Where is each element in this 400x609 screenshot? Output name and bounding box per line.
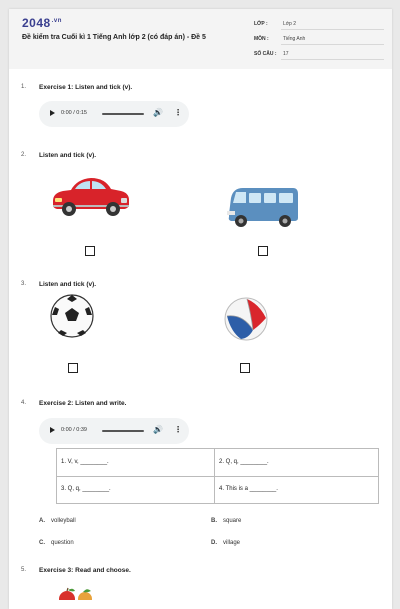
tick-checkbox[interactable]: [68, 363, 78, 373]
audio-player[interactable]: [39, 101, 189, 127]
question-number: 3.: [21, 281, 27, 287]
audio-player[interactable]: [39, 418, 189, 444]
soccer-ball-image: [49, 293, 95, 339]
more-vert-icon[interactable]: ⋮: [174, 108, 182, 117]
answer-option[interactable]: C. question: [39, 540, 74, 546]
fruit-image: [57, 587, 97, 600]
meta-question-count: SỐ CÂU : 17: [254, 49, 384, 59]
table-cell: 2. Q, q, ________.: [219, 459, 269, 465]
meta-subject: MÔN : Tiếng Anh: [254, 34, 384, 44]
tick-checkbox[interactable]: [85, 246, 95, 256]
play-icon[interactable]: [50, 110, 55, 116]
table-cell: 3. Q, q, ________.: [61, 486, 111, 492]
document-title: Đề kiểm tra Cuối kì 1 Tiếng Anh lớp 2 (có đáp án) - Đề 5: [22, 34, 206, 41]
meta-grade: LỚP : Lớp 2: [254, 19, 384, 29]
question-title: Exercise 2: Listen and write.: [39, 400, 127, 407]
site-logo[interactable]: $2048^{.vn}$: [22, 16, 62, 30]
blue-van-image: [225, 184, 301, 230]
worksheet-header: [9, 9, 392, 69]
question-title: Exercise 3: Read and choose.: [39, 567, 131, 574]
audio-time: 0:00 / 0:39: [61, 427, 87, 433]
tick-checkbox[interactable]: [240, 363, 250, 373]
table-cell: 1. V, v, ________.: [61, 459, 109, 465]
audio-progress-track[interactable]: [102, 430, 144, 432]
volume-icon[interactable]: 🔊: [153, 425, 163, 434]
more-vert-icon[interactable]: ⋮: [174, 425, 182, 434]
answer-option[interactable]: B. square: [211, 518, 242, 524]
audio-progress-track[interactable]: [102, 113, 144, 115]
question-title: Listen and tick (v).: [39, 152, 97, 159]
answer-option[interactable]: D. village: [211, 540, 241, 546]
question-number: 4.: [21, 400, 27, 406]
question-number: 1.: [21, 84, 27, 90]
red-car-image: [49, 169, 131, 219]
question-number: 2.: [21, 152, 27, 158]
table-cell: 4. This is a ________.: [219, 486, 278, 492]
volume-icon[interactable]: 🔊: [153, 108, 163, 117]
tick-checkbox[interactable]: [258, 246, 268, 256]
answer-option[interactable]: A. volleyball: [39, 518, 76, 524]
audio-time: 0:00 / 0:15: [61, 110, 87, 116]
question-number: 5.: [21, 567, 27, 573]
question-title: Exercise 1: Listen and tick (v).: [39, 84, 133, 91]
fill-in-table: [56, 448, 379, 504]
worksheet-page: [9, 9, 392, 609]
volleyball-image: [223, 296, 269, 342]
play-icon[interactable]: [50, 427, 55, 433]
question-title: Listen and tick (v).: [39, 281, 97, 288]
